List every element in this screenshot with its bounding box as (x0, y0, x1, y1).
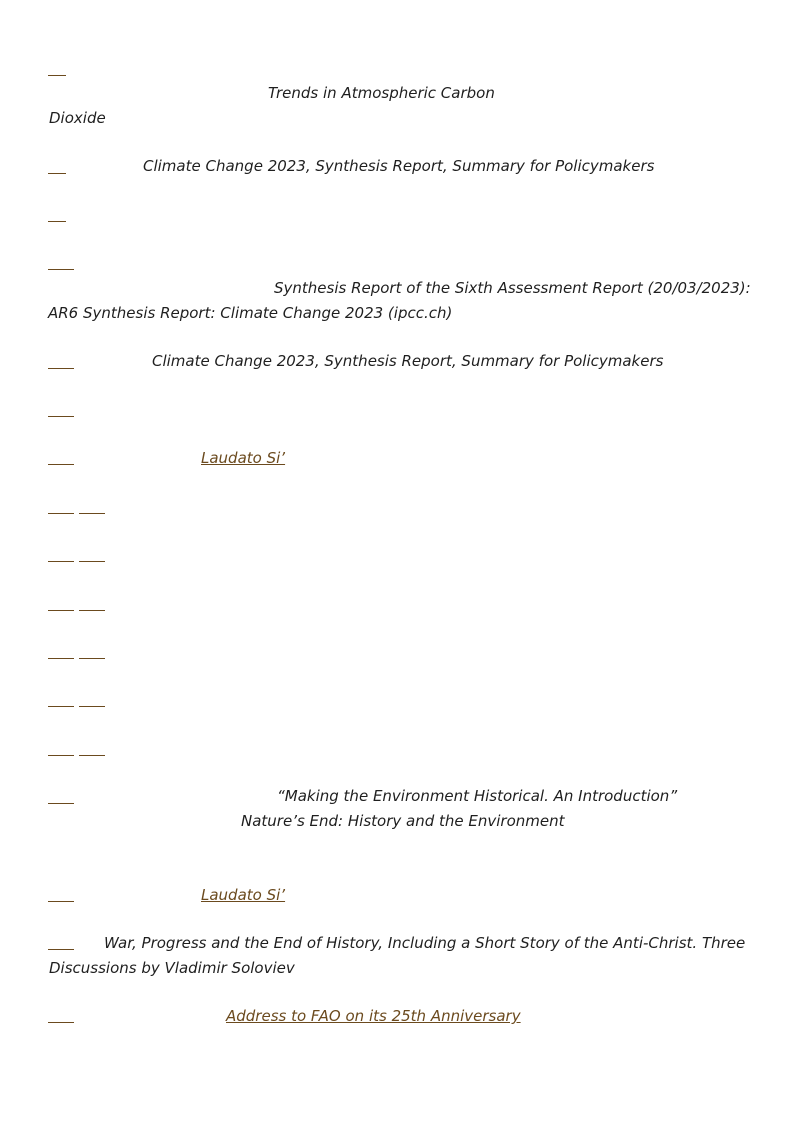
footnote-text: Nature’s End: History and the Environment (241, 812, 565, 830)
footnote-marker (48, 368, 74, 369)
footnote-text: Dioxide (49, 109, 106, 127)
footnote-marker (48, 513, 74, 514)
footnote-marker (48, 221, 66, 222)
footnote-marker (48, 561, 74, 562)
footnote-marker (79, 658, 105, 659)
footnote-marker (48, 173, 66, 174)
footnote-marker (79, 706, 105, 707)
footnote-marker (48, 75, 66, 76)
footnote-text: Synthesis Report of the Sixth Assessment Report (20/03/2023): (274, 279, 751, 297)
footnote-marker (48, 610, 74, 611)
footnote-marker (79, 561, 105, 562)
laudato-si-link[interactable]: Laudato Si’ (201, 449, 286, 467)
footnote-marker (79, 610, 105, 611)
footnote-marker (48, 901, 74, 902)
footnote-text: Climate Change 2023, Synthesis Report, Summary for Policymakers (152, 352, 664, 370)
footnote-text: “Making the Environment Historical. An Introduction” (277, 787, 678, 805)
footnote-marker (48, 1022, 74, 1023)
footnote-marker (48, 416, 74, 417)
footnote-text: Climate Change 2023, Synthesis Report, Summary for Policymakers (143, 157, 655, 175)
fao-address-link[interactable]: Address to FAO on its 25th Anniversary (226, 1007, 521, 1025)
footnote-text: War, Progress and the End of History, Including a Short Story of the Anti-Christ. Three (104, 934, 746, 952)
footnote-marker (48, 803, 74, 804)
footnote-marker (48, 464, 74, 465)
footnote-marker (48, 755, 74, 756)
footnote-marker (48, 269, 74, 270)
footnote-marker (48, 658, 74, 659)
footnote-marker (48, 706, 74, 707)
footnote-marker (79, 755, 105, 756)
footnote-text: Discussions by Vladimir Soloviev (49, 959, 295, 977)
footnote-marker (79, 513, 105, 514)
laudato-si-link[interactable]: Laudato Si’ (201, 886, 286, 904)
footnote-text: AR6 Synthesis Report: Climate Change 2023 (ipcc.ch) (48, 304, 453, 322)
footnote-text: Trends in Atmospheric Carbon (268, 84, 495, 102)
footnote-marker (48, 949, 74, 950)
